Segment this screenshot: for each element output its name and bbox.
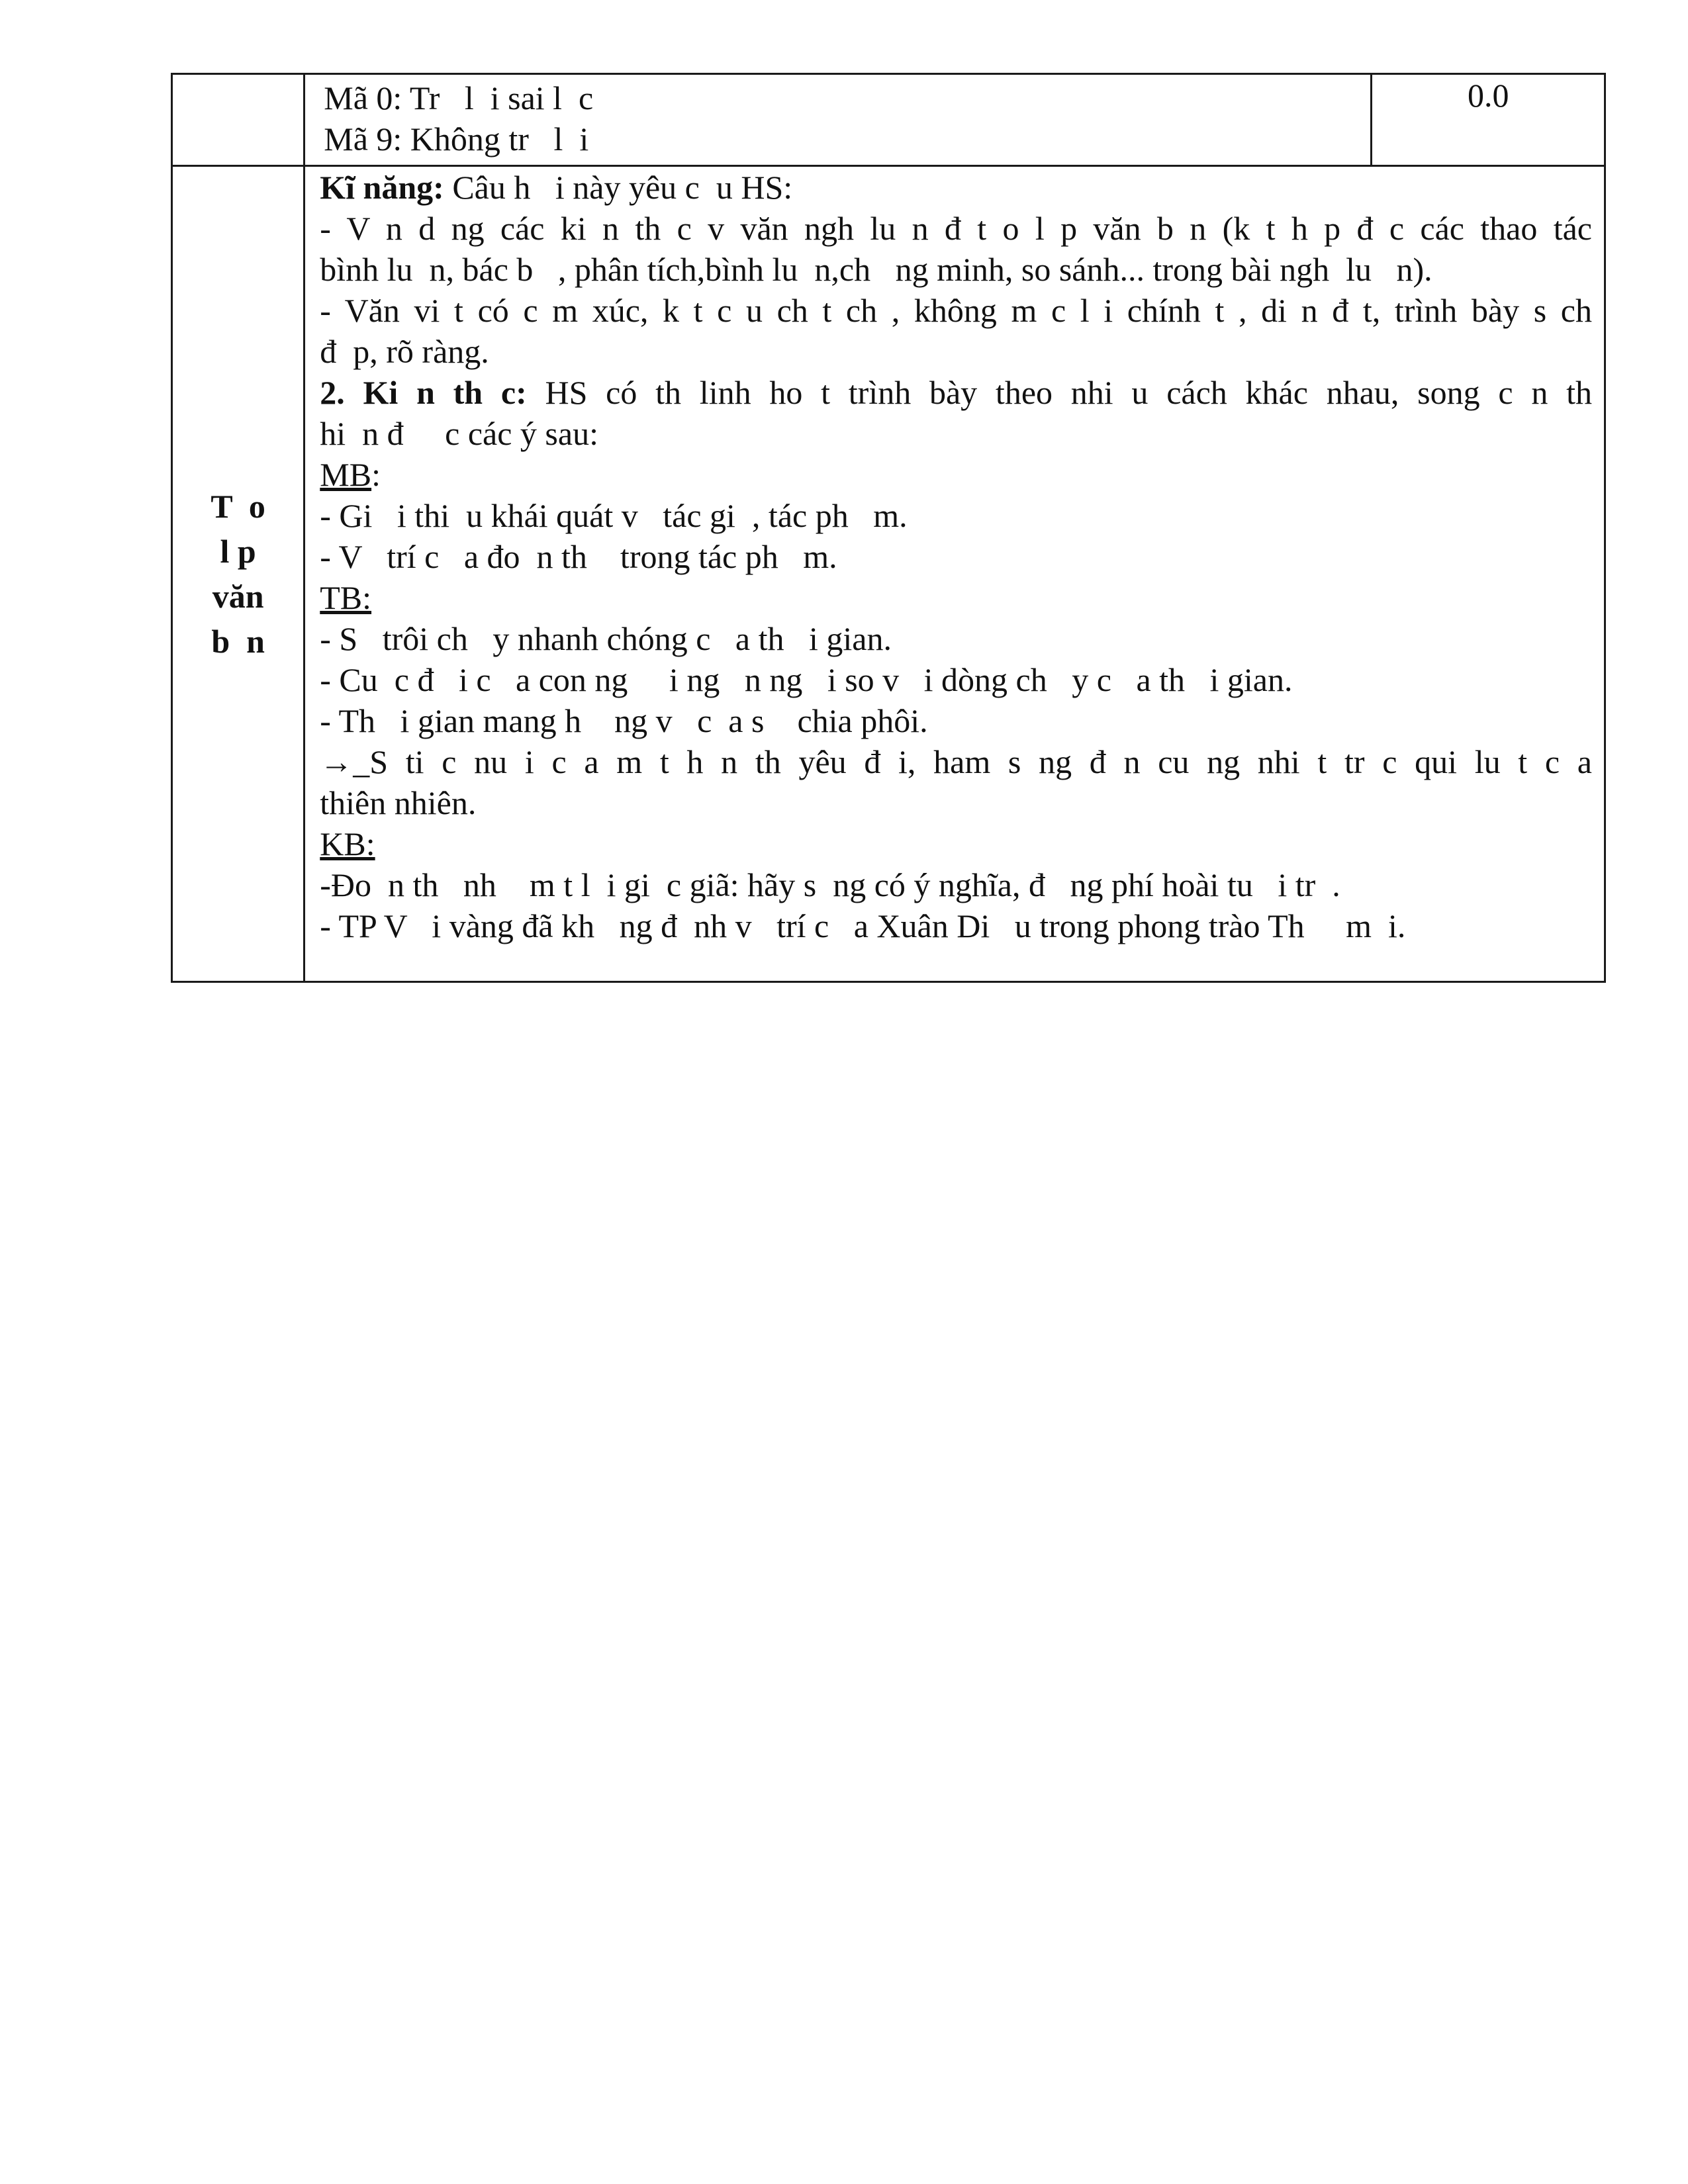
- kb-item-1: -Đo n th nh m t l i gi c giã: hãy s ng có ý nghĩa, đ ng phí hoài tu i tr .: [320, 866, 1340, 903]
- skills-item-2a: - Văn vi t có c m xúc, k t c u ch t ch , không m c l i chính t , di n đ t, trình bày s ch: [320, 292, 1592, 329]
- scoring-criteria-cell: [305, 74, 1372, 166]
- mb-item-2: - V trí c a đo n th trong tác ph m.: [320, 538, 837, 575]
- scoring-row: [172, 74, 1605, 166]
- code-0-line: Mã 0: Tr l i sai l c: [324, 79, 594, 116]
- mb-item-1: - Gi i thi u khái quát v tác gi , tác ph m.: [320, 497, 908, 534]
- tb-item-3: - Th i gian mang h ng v c a s chia phôi.: [320, 702, 928, 739]
- skills-intro: Câu h i này yêu c u HS:: [444, 169, 793, 206]
- tb-item-4b: thiên nhiên.: [320, 784, 477, 821]
- grading-table: [171, 73, 1606, 983]
- mb-line: [320, 454, 1592, 495]
- tb-item-4a: →_S ti c nu i c a m t h n th yêu đ i, ham s ng đ n cu ng nhi t tr c qui lu t c a: [320, 743, 1592, 780]
- kb-heading: KB:: [320, 825, 375, 862]
- skills-item-2b: đ p, rõ ràng.: [320, 333, 489, 370]
- skills-item-1b: bình lu n, bác b , phân tích,bình lu n,ch ng minh, so sánh... trong bài ngh lu n).: [320, 251, 1432, 288]
- label-line: l p: [220, 533, 256, 570]
- skills-heading: Kĩ năng:: [320, 169, 444, 206]
- score-cell: 0.0: [1372, 74, 1605, 166]
- skills-line: [320, 167, 1592, 208]
- kb-item-2: - TP V i vàng đã kh ng đ nh v trí c a Xuân Di u trong phong trào Th m i.: [320, 907, 1406, 944]
- empty-label-cell: [172, 74, 305, 166]
- essay-criteria-cell: [305, 166, 1605, 982]
- label-line: văn: [212, 578, 264, 615]
- label-line: b n: [211, 623, 265, 660]
- essay-row: [172, 166, 1605, 982]
- knowledge-line: [320, 372, 1592, 413]
- knowledge-heading: 2. Ki n th c:: [320, 374, 527, 411]
- knowledge-intro: HS có th linh ho t trình bày theo nhi u cách khác nhau, song c n th: [526, 374, 1592, 411]
- mb-colon: :: [371, 456, 381, 493]
- label-line: T o: [211, 488, 265, 525]
- code-9-line: Mã 9: Không tr l i: [324, 120, 589, 158]
- essay-content: [320, 167, 1592, 946]
- tb-item-1: - S trôi ch y nhanh chóng c a th i gian.: [320, 620, 892, 657]
- skills-item-1a: - V n d ng các ki n th c v văn ngh lu n đ t o l p văn b n (k t h p đ c các thao tác: [320, 210, 1592, 247]
- tb-item-2: - Cu c đ i c a con ng i ng n ng i so v i dòng ch y c a th i gian.: [320, 661, 1293, 698]
- tb-heading: TB:: [320, 579, 372, 616]
- mb-heading: MB: [320, 456, 372, 493]
- essay-category-label: [172, 166, 305, 982]
- knowledge-intro-b: hi n đ c các ý sau:: [320, 415, 598, 452]
